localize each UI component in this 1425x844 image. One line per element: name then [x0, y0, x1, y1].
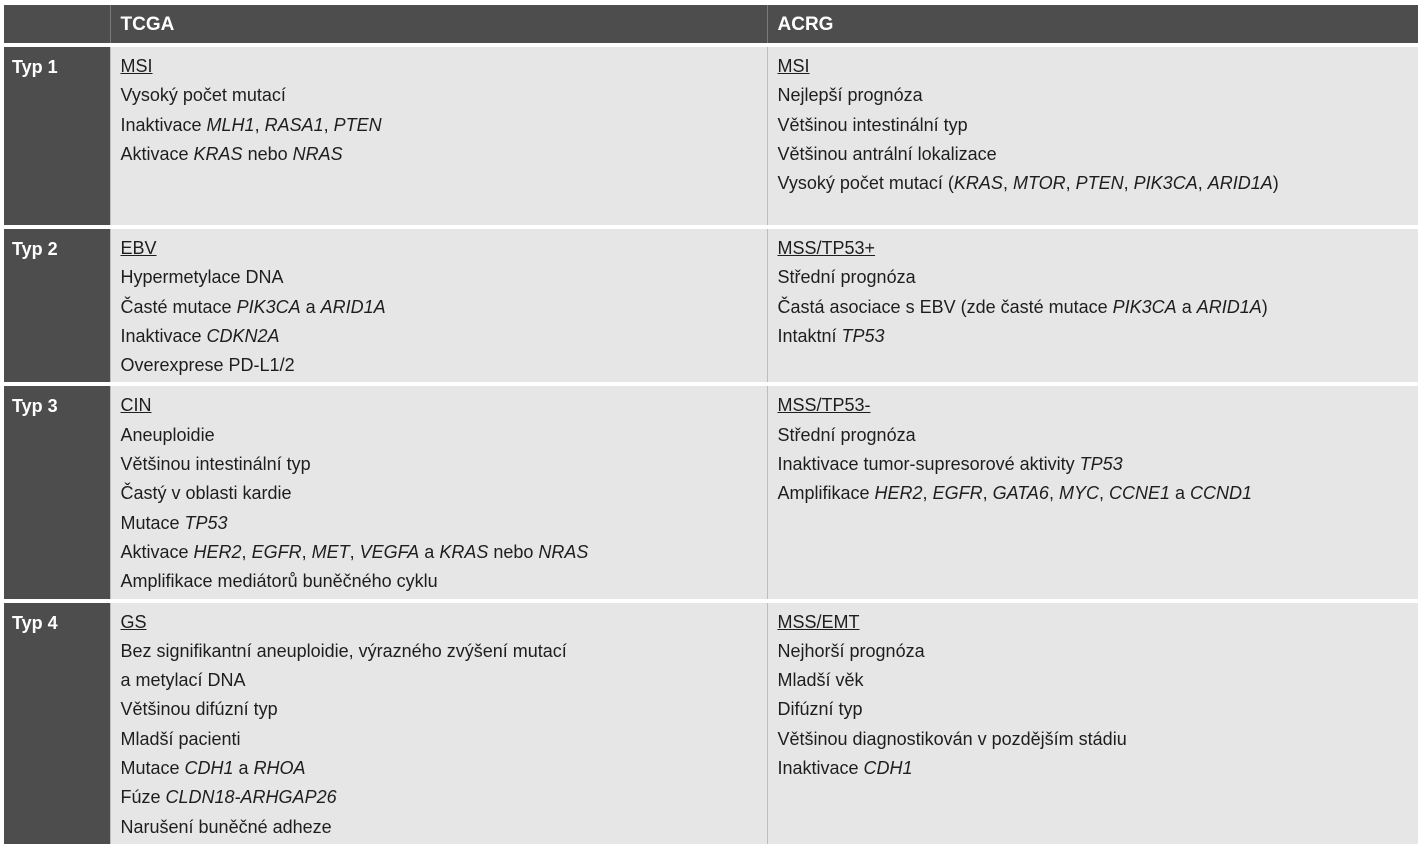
text-segment: a metylací DNA [120, 670, 246, 691]
gene-name: TP53 [1079, 454, 1123, 475]
text-segment: MSI [777, 56, 810, 76]
acrg-subtype-title [778, 234, 1419, 263]
text-segment: Střední prognóza [777, 424, 916, 445]
acrg-cell [767, 45, 1418, 227]
text-segment: a [1170, 483, 1191, 504]
text-segment: Amplifikace mediátorů buněčného cyklu [120, 571, 438, 592]
gene-name: CCNE1 [1108, 483, 1170, 504]
gene-name: PTEN [1075, 173, 1124, 194]
tcga-cell [110, 384, 767, 600]
text-segment: Bez signifikantní aneuploidie, výrazného zvýšení mutací [120, 640, 567, 661]
tcga-cell [110, 45, 767, 227]
tcga-feature-line [121, 421, 767, 450]
acrg-feature-line [778, 666, 1419, 695]
tcga-feature-line [121, 695, 767, 724]
acrg-feature-line [778, 754, 1419, 783]
text-segment: nebo [242, 143, 293, 164]
tcga-subtype-title [121, 234, 767, 263]
text-segment: Fúze [120, 787, 166, 808]
text-segment: , [1098, 483, 1109, 504]
row-type-label: Typ 1 [4, 45, 110, 227]
acrg-subtype-title [778, 391, 1419, 420]
text-segment: , [241, 541, 252, 562]
table-body [4, 45, 1418, 844]
text-segment: , [1065, 173, 1076, 194]
text-segment: Inaktivace tumor-supresorové aktivity [777, 454, 1080, 475]
text-segment: Difúzní typ [777, 699, 863, 720]
gene-name: RHOA [253, 758, 306, 779]
header-tcga: TCGA [110, 5, 767, 45]
gene-name: KRAS [193, 143, 243, 164]
row-type-label: Typ 2 [4, 227, 110, 384]
text-segment: Většinou difúzní typ [120, 699, 278, 720]
text-segment: Častý v oblasti kardie [120, 483, 292, 504]
tcga-feature-line [121, 351, 767, 380]
text-segment: Aktivace [120, 541, 194, 562]
gene-name: CLDN18-ARHGAP26 [165, 787, 337, 808]
text-segment: Většinou diagnostikován v pozdějším stádiu [777, 728, 1127, 749]
text-segment: MSS/EMT [777, 611, 860, 632]
text-segment: , [349, 541, 360, 562]
acrg-feature-line [778, 140, 1419, 169]
gene-name: CDKN2A [206, 325, 280, 346]
gene-name: PTEN [333, 114, 382, 135]
gene-name: PIK3CA [1133, 173, 1198, 194]
text-segment: Vysoký počet mutací ( [777, 173, 954, 194]
text-segment: MSI [120, 56, 153, 76]
gene-name: VEGFA [359, 541, 420, 562]
text-segment: Mutace [120, 512, 185, 533]
tcga-feature-line [121, 509, 767, 538]
text-segment: , [982, 483, 993, 504]
text-segment: , [301, 541, 312, 562]
text-segment: EBV [120, 238, 157, 258]
gene-name: ARID1A [1196, 296, 1262, 317]
text-segment: Intaktní [777, 325, 842, 346]
gene-name: CDH1 [863, 758, 913, 779]
gene-name: MYC [1058, 483, 1099, 504]
text-segment: Amplifikace [777, 483, 875, 504]
text-segment: Častá asociace s EBV (zde časté mutace [777, 296, 1113, 317]
tcga-feature-line [121, 322, 767, 351]
gene-name: MTOR [1012, 173, 1066, 194]
text-segment: Střední prognóza [777, 267, 916, 288]
text-segment: ) [1272, 173, 1279, 194]
tcga-feature-line [121, 293, 767, 322]
tcga-feature-line [121, 538, 767, 567]
text-segment: , [254, 114, 265, 135]
acrg-feature-line [778, 322, 1419, 351]
acrg-feature-line [778, 421, 1419, 450]
header-corner [4, 5, 110, 45]
text-segment: Mladší pacienti [120, 728, 241, 749]
text-segment: Inaktivace [120, 325, 207, 346]
header-row [4, 5, 1418, 45]
text-segment: ) [1261, 296, 1268, 317]
tcga-feature-line [121, 754, 767, 783]
acrg-feature-line [778, 293, 1419, 322]
tcga-subtype-title [121, 608, 767, 637]
text-segment: , [323, 114, 334, 135]
acrg-feature-line [778, 479, 1419, 508]
acrg-feature-line [778, 263, 1419, 292]
text-segment: , [1123, 173, 1134, 194]
gene-name: KRAS [439, 541, 489, 562]
text-segment: Mutace [120, 758, 185, 779]
gene-name: CCND1 [1190, 483, 1253, 504]
table-header [4, 5, 1418, 45]
gene-name: CDH1 [184, 758, 234, 779]
text-segment: Aktivace [120, 143, 194, 164]
text-segment: , [1197, 173, 1208, 194]
text-segment: Většinou intestinální typ [120, 454, 311, 475]
gene-name: EGFR [251, 541, 302, 562]
gene-name: RASA1 [264, 114, 324, 135]
row-type-label: Typ 3 [4, 384, 110, 600]
tcga-feature-line [121, 111, 767, 140]
tcga-feature-line [121, 81, 767, 110]
tcga-feature-line [121, 450, 767, 479]
tcga-feature-line [121, 140, 767, 169]
gene-name: KRAS [953, 173, 1003, 194]
acrg-feature-line [778, 725, 1419, 754]
gene-name: GATA6 [992, 483, 1049, 504]
tcga-subtype-title [121, 391, 767, 420]
text-segment: Inaktivace [120, 114, 207, 135]
gene-name: HER2 [193, 541, 242, 562]
gene-name: HER2 [874, 483, 923, 504]
gene-name: TP53 [841, 325, 885, 346]
text-segment: CIN [120, 395, 152, 416]
tcga-feature-line [121, 637, 767, 666]
tcga-feature-line [121, 263, 767, 292]
gene-name: TP53 [184, 512, 228, 533]
text-segment: nebo [488, 541, 539, 562]
table-row [4, 384, 1418, 600]
text-segment: Vysoký počet mutací [120, 85, 286, 106]
text-segment: Nejhorší prognóza [777, 640, 925, 661]
tcga-feature-line [121, 666, 767, 695]
gene-name: NRAS [292, 143, 343, 164]
tcga-feature-line [121, 813, 767, 842]
acrg-feature-line [778, 695, 1419, 724]
table-row [4, 227, 1418, 384]
tcga-subtype-title [121, 52, 767, 81]
acrg-subtype-title [778, 608, 1419, 637]
table-row [4, 45, 1418, 227]
text-segment: MSS/TP53- [777, 395, 871, 416]
gene-name: PIK3CA [1112, 296, 1177, 317]
acrg-cell [767, 227, 1418, 384]
text-segment: , [1002, 173, 1013, 194]
text-segment: , [922, 483, 933, 504]
acrg-subtype-title [778, 52, 1419, 81]
row-type-label: Typ 4 [4, 601, 110, 844]
gene-name: MLH1 [206, 114, 255, 135]
gene-name: PIK3CA [236, 296, 301, 317]
tcga-feature-line [121, 567, 767, 596]
acrg-feature-line [778, 81, 1419, 110]
text-segment: a [300, 296, 321, 317]
text-segment: GS [120, 611, 147, 632]
gene-name: ARID1A [320, 296, 386, 317]
text-segment: Inaktivace [777, 758, 864, 779]
text-segment: Overexprese PD-L1/2 [120, 355, 295, 376]
tcga-feature-line [121, 783, 767, 812]
tcga-feature-line [121, 479, 767, 508]
text-segment: a [233, 758, 254, 779]
text-segment: Aneuploidie [120, 424, 215, 445]
acrg-feature-line [778, 111, 1419, 140]
text-segment: a [419, 541, 440, 562]
acrg-cell [767, 601, 1418, 844]
text-segment: a [1176, 296, 1197, 317]
text-segment: MSS/TP53+ [777, 238, 876, 258]
header-acrg: ACRG [767, 5, 1418, 45]
acrg-cell [767, 384, 1418, 600]
text-segment: Hypermetylace DNA [120, 267, 284, 288]
acrg-feature-line [778, 450, 1419, 479]
text-segment: Většinou antrální lokalizace [777, 143, 997, 164]
gene-name: EGFR [932, 483, 983, 504]
text-segment: Časté mutace [120, 296, 237, 317]
gene-name: ARID1A [1207, 173, 1273, 194]
tcga-cell [110, 227, 767, 384]
text-segment: Mladší věk [777, 670, 864, 691]
subtype-comparison-table-wrapper [4, 5, 1418, 844]
gene-name: MET [311, 541, 350, 562]
acrg-feature-line [778, 637, 1419, 666]
text-segment: Většinou intestinální typ [777, 114, 968, 135]
table-row [4, 601, 1418, 844]
text-segment: Nejlepší prognóza [777, 85, 923, 106]
acrg-feature-line [778, 169, 1419, 198]
text-segment: , [1048, 483, 1059, 504]
tcga-cell [110, 601, 767, 844]
text-segment: Narušení buněčné adheze [120, 816, 332, 837]
tcga-feature-line [121, 725, 767, 754]
gene-name: NRAS [538, 541, 589, 562]
subtype-comparison-table [4, 5, 1418, 844]
